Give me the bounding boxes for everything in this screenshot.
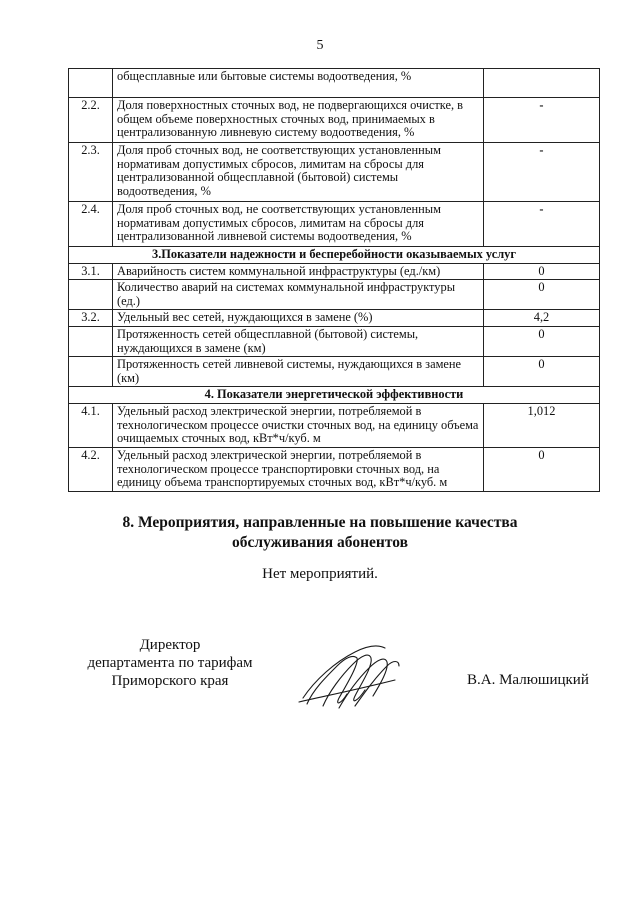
indicator-value: 0: [484, 263, 600, 280]
row-number: [69, 280, 113, 310]
indicator-name: Количество аварий на системах коммунальной инфраструктуры (ед.): [113, 280, 484, 310]
signatory-title: [70, 636, 270, 690]
row-number: [69, 357, 113, 387]
indicator-name: Протяженность сетей ливневой системы, нуждающихся в замене (км): [113, 357, 484, 387]
row-number: 4.2.: [69, 447, 113, 491]
indicator-value: 0: [484, 326, 600, 356]
row-number: 2.2.: [69, 98, 113, 143]
section-header: 4. Показатели энергетической эффективности: [69, 387, 600, 404]
table-row: [69, 280, 600, 310]
signatory-title-line1: Директор: [139, 637, 201, 653]
handwritten-signature: [295, 640, 405, 715]
table-row: [69, 202, 600, 247]
table-row: [69, 69, 600, 98]
indicator-name: Протяженность сетей общесплавной (бытовой) системы, нуждающихся в замене (км): [113, 326, 484, 356]
row-number: [69, 69, 113, 98]
indicator-name: Удельный расход электрической энергии, потребляемой в технологическом процессе очистки сточных вод, на единицу объема очищаемых сточных вод, кВт*ч/куб. м: [113, 403, 484, 447]
section-8-heading-line2: обслуживания абонентов: [232, 534, 408, 551]
page-number: 5: [316, 38, 324, 53]
indicator-value: -: [484, 143, 600, 202]
table-row: [69, 263, 600, 280]
signatory-title-line3: Приморского края: [111, 673, 229, 689]
row-number: 2.3.: [69, 143, 113, 202]
indicators-table-body: [69, 69, 600, 492]
indicator-value: -: [484, 98, 600, 143]
table-row: [69, 326, 600, 356]
indicator-value: 0: [484, 280, 600, 310]
indicator-value: -: [484, 202, 600, 247]
section-8-note: Нет мероприятий.: [262, 566, 378, 582]
table-row: [69, 143, 600, 202]
section-8-heading: [0, 513, 640, 553]
table-row: [69, 310, 600, 327]
row-number: 3.1.: [69, 263, 113, 280]
row-number: 3.2.: [69, 310, 113, 327]
indicator-value: [484, 69, 600, 98]
indicator-value: 0: [484, 447, 600, 491]
row-number: 2.4.: [69, 202, 113, 247]
table-row: [69, 98, 600, 143]
row-number: 4.1.: [69, 403, 113, 447]
indicator-value: 4,2: [484, 310, 600, 327]
indicator-name: Удельный расход электрической энергии, потребляемой в технологическом процессе транспортировки сточных вод, на единицу объема транспортируемых сточных вод, кВт*ч/куб. м: [113, 447, 484, 491]
section-8-heading-line1: 8. Мероприятия, направленные на повышение качества: [122, 514, 518, 531]
indicator-value: 0: [484, 357, 600, 387]
indicator-name: Доля поверхностных сточных вод, не подвергающихся очистке, в общем объеме поверхностных сточных вод, принимаемых в централизованную ливневую систему водоотведения, %: [113, 98, 484, 143]
signatory-name: В.А. Малюшицкий: [467, 672, 589, 688]
row-number: [69, 326, 113, 356]
signatory-title-line2: департамента по тарифам: [87, 655, 253, 671]
indicator-value: 1,012: [484, 403, 600, 447]
table-row: [69, 357, 600, 387]
indicator-name: Доля проб сточных вод, не соответствующих установленным нормативам допустимых сбросов, лимитам на сбросы для централизованной общесплавной (бытовой) системы водоотведения, %: [113, 143, 484, 202]
indicator-name: Удельный вес сетей, нуждающихся в замене (%): [113, 310, 484, 327]
indicator-name: Аварийность систем коммунальной инфраструктуры (ед./км): [113, 263, 484, 280]
indicator-name: общесплавные или бытовые системы водоотведения, %: [113, 69, 484, 98]
section-header-row: [69, 387, 600, 404]
indicators-table: [68, 68, 600, 492]
table-row: [69, 447, 600, 491]
table-row: [69, 403, 600, 447]
section-header-row: [69, 247, 600, 264]
indicator-name: Доля проб сточных вод, не соответствующих установленным нормативам допустимых сбросов, лимитам на сбросы для централизованной ливневой системы водоотведения, %: [113, 202, 484, 247]
section-header: 3.Показатели надежности и бесперебойности оказываемых услуг: [69, 247, 600, 264]
